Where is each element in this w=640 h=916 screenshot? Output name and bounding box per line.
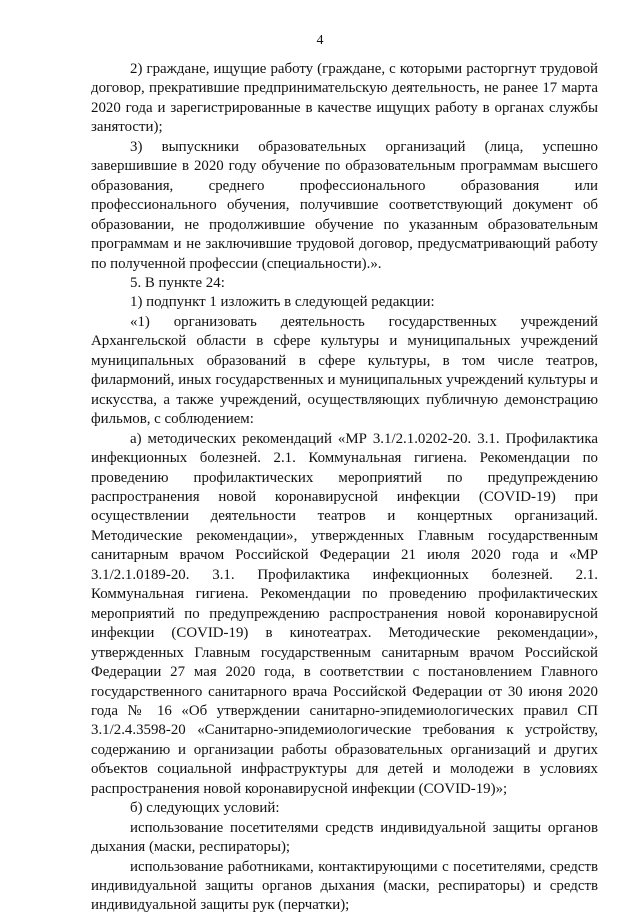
paragraph-following-conditions: б) следующих условий:	[130, 800, 280, 817]
paragraph-staff-protection: использование работниками, контактирующими с посетителями, средств индивидуальной защиты органов дыхания (маски, респираторы) и средств индивидуальной защиты рук (перчатки);	[91, 858, 598, 914]
paragraph-point-5: 5. В пункте 24:	[130, 274, 225, 291]
paragraph-visitor-masks: использование посетителями средств индивидуальной защиты органов дыхания (маски, респираторы);	[91, 819, 598, 856]
paragraph-subpoint-1: 1) подпункт 1 изложить в следующей редакции:	[130, 294, 435, 311]
document-body	[91, 60, 598, 916]
paragraph-graduates: 3) выпускники образовательных организаций (лица, успешно завершившие в 2020 году обучение по образовательным программам высшего образования, среднего профессионального образования или профессионального обучения, получившие соответствующий документ об образовании, не продолжившие обучение по указанным образовательным программам и не заключившие трудовой договор, предусматривающий работу по полученной профессии (специальности).».	[91, 138, 598, 272]
page-number: 4	[316, 33, 324, 48]
paragraph-methodical-recommendations: а) методических рекомендаций «МР 3.1/2.1.0202-20. 3.1. Профилактика инфекционных болезней. 2.1. Коммунальная гигиена. Рекомендации по проведению профилактических мероприятий по предупреждению распространения новой коронавирусной инфекции (COVID-19) при осуществлении деятельности театров и концертных организаций. Методические рекомендации», утвержденных Главным государственным санитарным врачом Российской Федерации 21 июля 2020 года и «МР 3.1/2.1.0189-20. 3.1. Профилактика инфекционных болезней. 2.1. Коммунальная гигиена. Рекомендации по проведению профилактических мероприятий по предупреждению распространения новой коронавирусной инфекции (COVID-19) в кинотеатрах. Методические рекомендации», утвержденных Главным государственным санитарным врачом Российской Федерации 27 мая 2020 года, в соответствии с постановлением Главного государственного санитарного врача Российской Федерации от 30 июня 2020 года № 16 «Об утверждении санитарно-эпидемиологических правил СП 3.1/2.4.3598-20 «Санитарно-эпидемиологические требования к устройству, содержанию и организации работы образовательных организаций и других объектов социальной инфраструктуры для детей и молодежи в условиях распространения новой коронавирусной инфекции (COVID-19)»;	[91, 430, 598, 797]
paragraph-job-seekers: 2) граждане, ищущие работу (граждане, с которыми расторгнут трудовой договор, прекратившие предпринимательскую деятельность, не ранее 17 марта 2020 года и зарегистрированные в качестве ищущих работу в органах службы занятости);	[91, 61, 598, 136]
paragraph-culture-institutions: «1) организовать деятельность государственных учреждений Архангельской области в сфере культуры и муниципальных учреждений муниципальных образований в сфере культуры, в том числе театров, филармоний, иных государственных и муниципальных учреждений культуры и искусства, а также учреждений, осуществляющих публичную демонстрацию фильмов, с соблюдением:	[91, 313, 598, 428]
